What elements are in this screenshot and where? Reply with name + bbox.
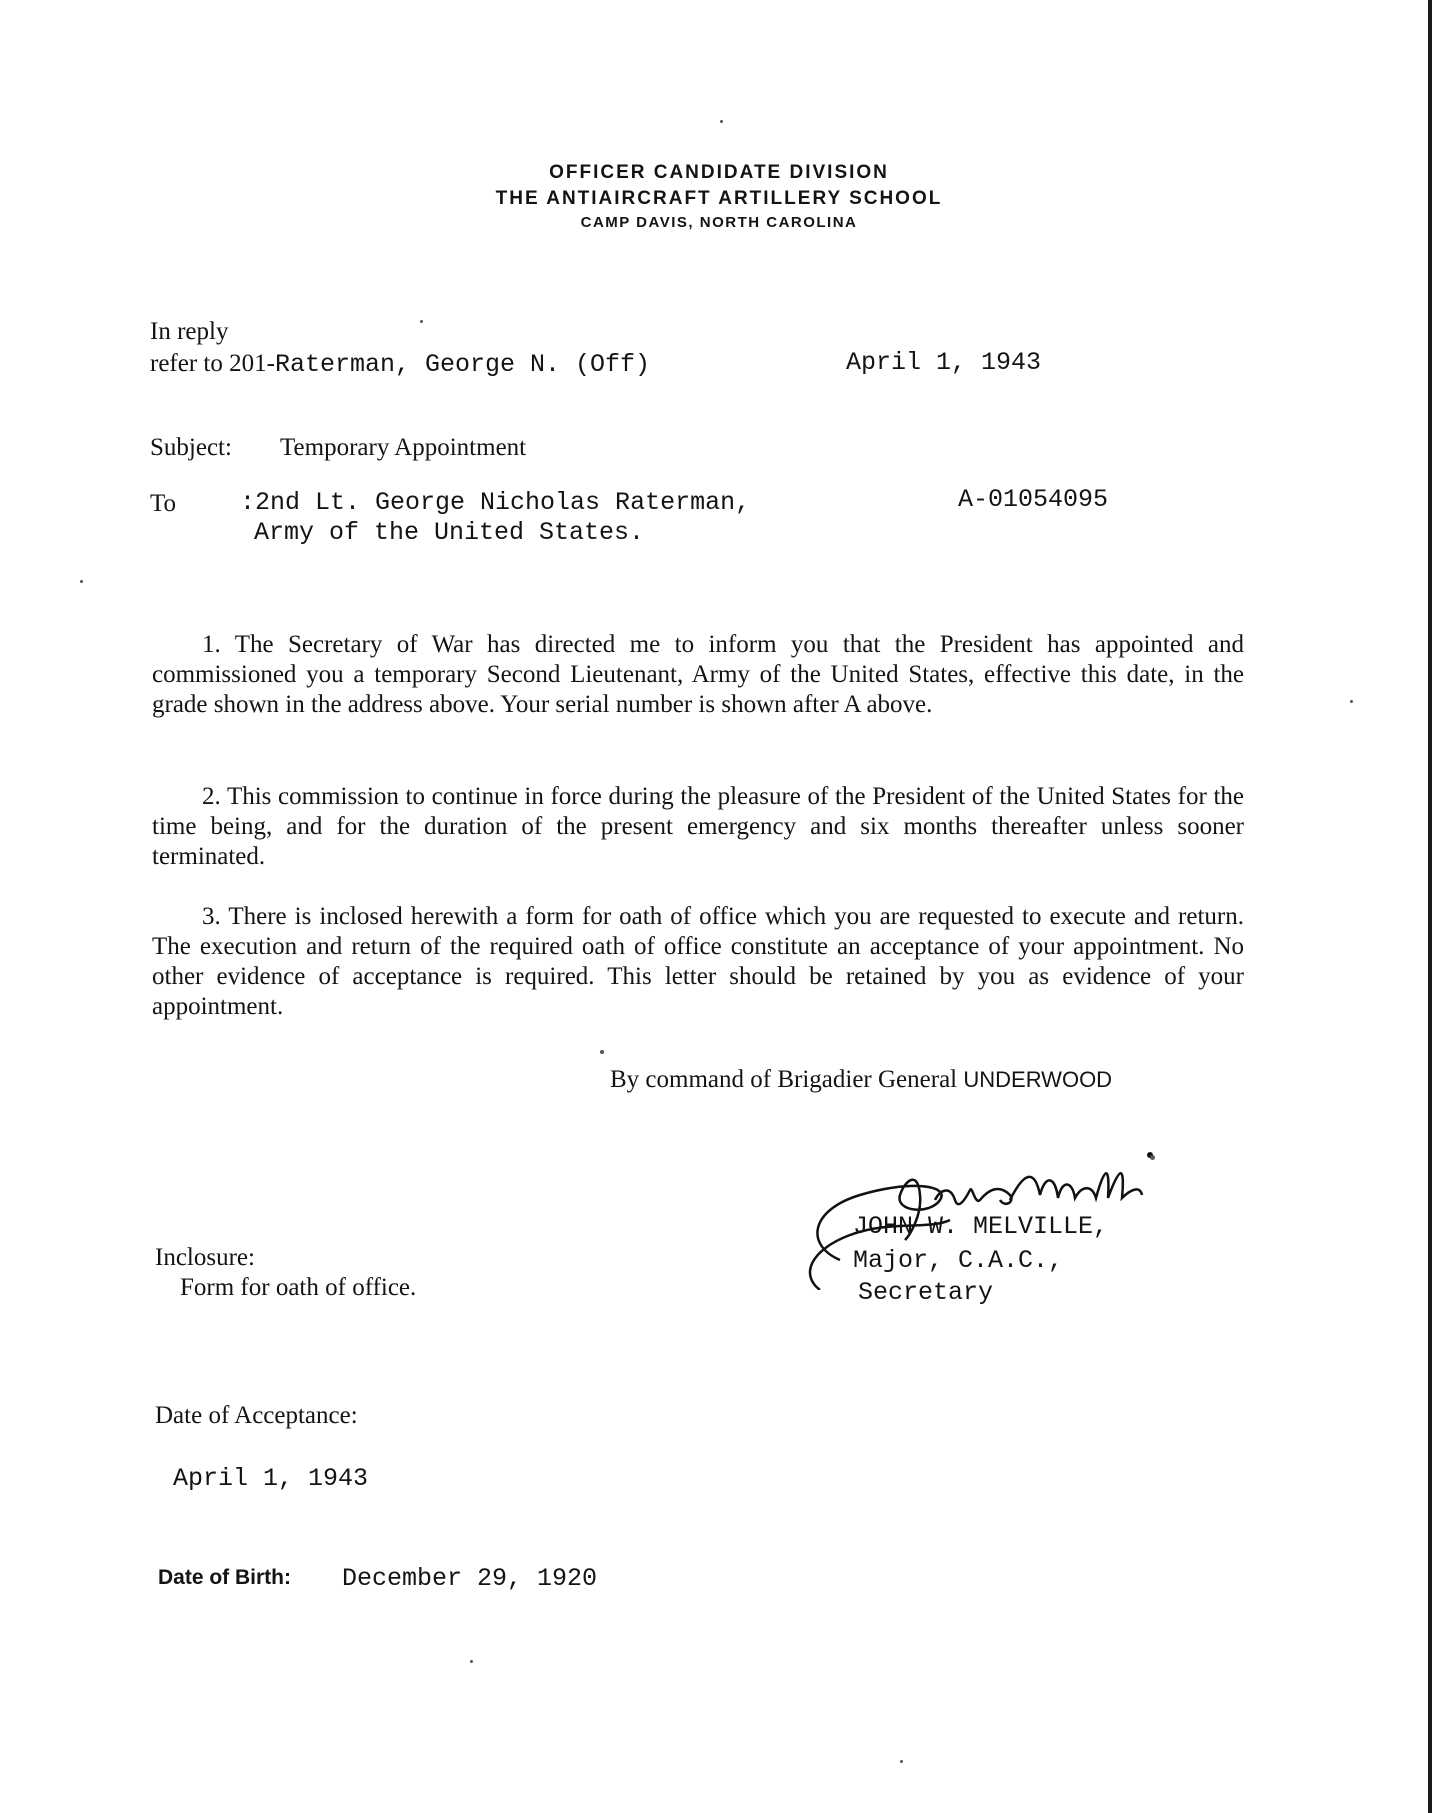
scan-speck xyxy=(470,1660,473,1663)
subject-value: Temporary Appointment xyxy=(280,434,527,461)
signer-title: Secretary xyxy=(858,1278,994,1307)
paragraph-2-text: 2. This commission to continue in force during the pleasure of the President of the United States for the time being, and for the duration of the present emergency and six months thereafter unless sooner terminated. xyxy=(152,783,1244,870)
command-general-name: UNDERWOOD xyxy=(963,1067,1113,1092)
letterhead-school: THE ANTIAIRCRAFT ARTILLERY SCHOOL xyxy=(495,188,943,209)
reply-reference xyxy=(150,350,650,379)
scan-speck xyxy=(1350,700,1353,703)
scan-speck xyxy=(80,580,83,583)
reply-label: In reply xyxy=(150,318,229,345)
birth-label: Date of Birth: xyxy=(158,1566,291,1589)
scan-speck xyxy=(720,120,723,123)
paragraph-3 xyxy=(152,902,1244,1022)
scan-speck xyxy=(600,1050,604,1054)
paragraph-2 xyxy=(152,782,1244,872)
scan-speck xyxy=(420,320,423,323)
scan-edge-line xyxy=(1428,0,1432,1813)
to-branch: Army of the United States. xyxy=(254,518,645,547)
to-addressee: :2nd Lt. George Nicholas Raterman, xyxy=(240,488,751,517)
command-line xyxy=(610,1066,1112,1094)
to-label: To xyxy=(150,490,177,517)
signer-name: JOHN W. MELVILLE, xyxy=(853,1212,1109,1241)
acceptance-label: Date of Acceptance: xyxy=(155,1402,358,1429)
inclosure-item: Form for oath of office. xyxy=(180,1274,417,1301)
signer-rank: Major, C.A.C., xyxy=(853,1246,1064,1275)
scan-speck xyxy=(1150,1155,1155,1160)
paragraph-3-text: 3. There is inclosed herewith a form for oath of office which you are requested to execute and return. The execution and return of the required oath of office constitute an acceptance of your appointment. No other evidence of acceptance is required. This letter should be retained by you as evidence of your appointment. xyxy=(152,903,1244,1020)
acceptance-date: April 1, 1943 xyxy=(173,1464,369,1493)
scan-speck xyxy=(900,1760,903,1763)
letterhead-division: OFFICER CANDIDATE DIVISION xyxy=(549,162,889,183)
paragraph-1-text: 1. The Secretary of War has directed me to inform you that the President has appointed and commissioned you a temporary Second Lieutenant, Army of the United States, effective this date, in the grade shown in the address above. Your serial number is shown after A above. xyxy=(152,631,1244,718)
paragraph-1 xyxy=(152,630,1244,720)
serial-number: A-01054095 xyxy=(958,485,1109,514)
command-prefix: By command of Brigadier General xyxy=(610,1066,964,1093)
reply-prefix: refer to 201- xyxy=(150,350,275,377)
inclosure-label: Inclosure: xyxy=(155,1244,255,1271)
letter-date: April 1, 1943 xyxy=(846,348,1042,377)
reply-file-name: Raterman, George N. (Off) xyxy=(274,350,651,379)
letterhead-location: CAMP DAVIS, NORTH CAROLINA xyxy=(580,214,858,231)
birth-date: December 29, 1920 xyxy=(342,1564,598,1593)
subject-label: Subject: xyxy=(150,434,232,461)
